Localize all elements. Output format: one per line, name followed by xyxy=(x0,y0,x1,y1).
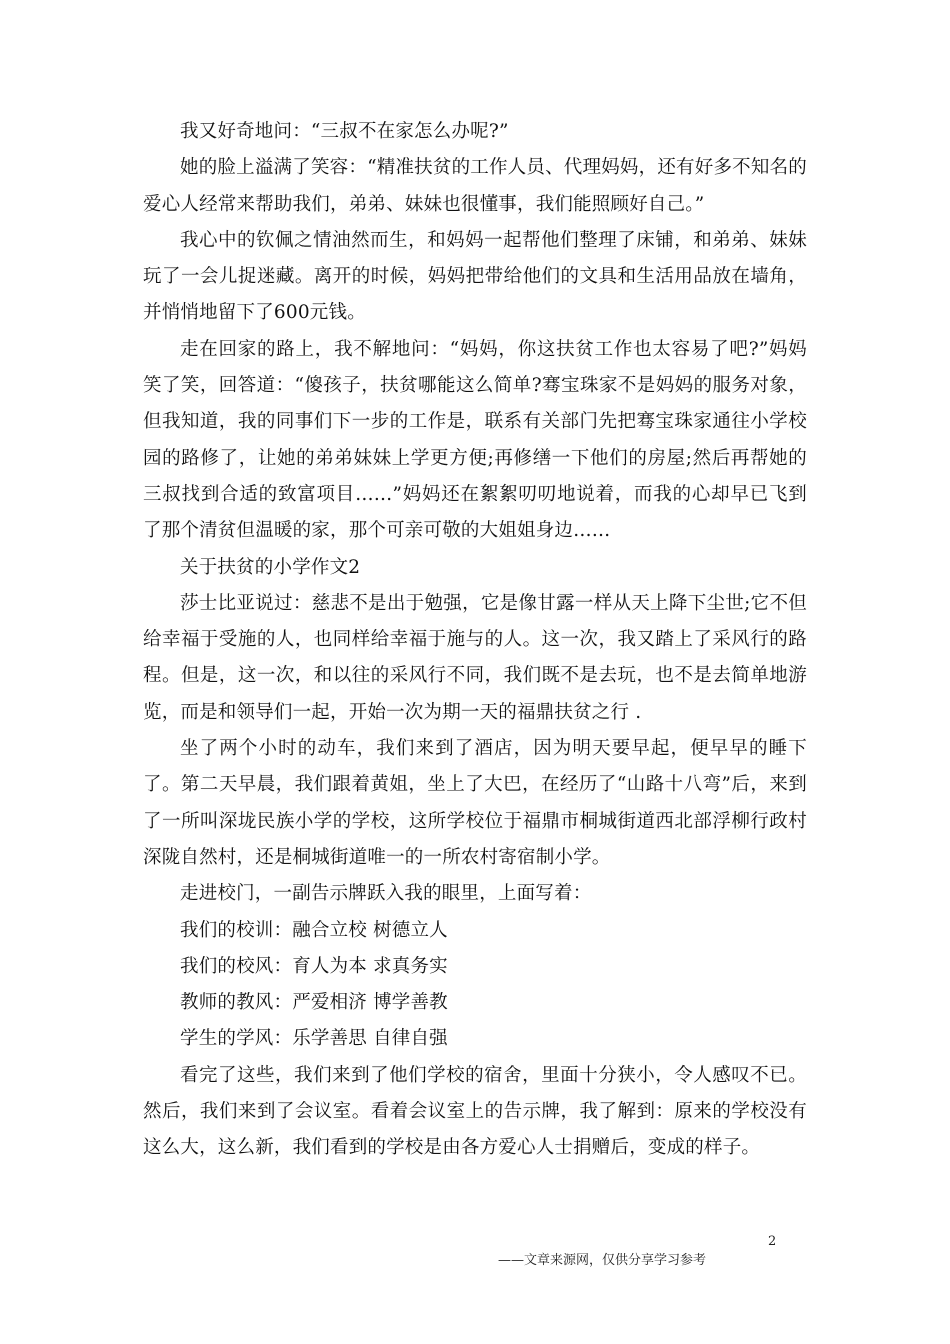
school-motto-line: 我们的校风：育人为本 求真务实 xyxy=(180,955,448,977)
school-motto-line: 学生的学风：乐学善思 自律自强 xyxy=(180,1028,448,1050)
school-motto-line: 我们的校训：融合立校 树德立人 xyxy=(180,919,448,941)
footer-note: ——文章来源网，仅供分享学习参考 xyxy=(498,1253,707,1268)
paragraph: 我心中的钦佩之情油然而生，和妈妈一起帮他们整理了床铺，和弟弟、妹妹玩了一会儿捉迷藏。离开的时候，妈妈把带给他们的文具和生活用品放在墙角，并悄悄地留下了600元钱。 xyxy=(143,229,807,324)
paragraph: 走进校门，一副告示牌跃入我的眼里，上面写着： xyxy=(180,883,592,905)
paragraph: 我又好奇地问：“三叔不在家怎么办呢?” xyxy=(180,121,509,142)
document-body xyxy=(143,114,807,1167)
paragraph: 莎士比亚说过：慈悲不是出于勉强，它是像甘露一样从天上降下尘世;它不但给幸福于受施的人，也同样给幸福于施与的人。这一次，我又踏上了采风行的路程。但是，这一次，和以往的采风行不同，我们既不是去玩，也不是去简单地游览，而是和领导们一起，开始一次为期一天的福鼎扶贫之行 . xyxy=(143,592,807,723)
section-heading: 关于扶贫的小学作文2 xyxy=(180,556,361,578)
school-motto-line: 教师的教风：严爱相济 博学善教 xyxy=(180,992,448,1014)
page-number: 2 xyxy=(768,1234,777,1249)
paragraph: 坐了两个小时的动车，我们来到了酒店，因为明天要早起，便早早的睡下了。第二天早晨，我们跟着黄姐，坐上了大巴，在经历了“山路十八弯”后，来到了一所叫深垅民族小学的学校，这所学校位于福鼎市桐城街道西北部浮柳行政村深陇自然村，还是桐城街道唯一的一所农村寄宿制小学。 xyxy=(143,738,807,868)
paragraph: 走在回家的路上，我不解地问：“妈妈，你这扶贫工作也太容易了吧?”妈妈笑了笑，回答道：“傻孩子，扶贫哪能这么简单?骞宝珠家不是妈妈的服务对象，但我知道，我的同事们下一步的工作是，联系有关部门先把骞宝珠家通往小学校园的路修了，让她的弟弟妹妹上学更方便;再修缮一下他们的房屋;然后再帮她的三叔找到合适的致富项目……”妈妈还在絮絮叨叨地说着，而我的心却早已飞到了那个清贫但温暖的家，那个可亲可敬的大姐姐身边…… xyxy=(143,338,807,542)
paragraph: 她的脸上溢满了笑容：“精准扶贫的工作人员、代理妈妈，还有好多不知名的爱心人经常来帮助我们，弟弟、妹妹也很懂事，我们能照顾好自己。” xyxy=(143,157,807,215)
paragraph: 看完了这些，我们来到了他们学校的宿舍，里面十分狭小，令人感叹不已。然后，我们来到了会议室。看着会议室上的告示牌，我了解到：原来的学校没有这么大，这么新，我们看到的学校是由各方爱心人士捐赠后，变成的样子。 xyxy=(143,1064,807,1159)
